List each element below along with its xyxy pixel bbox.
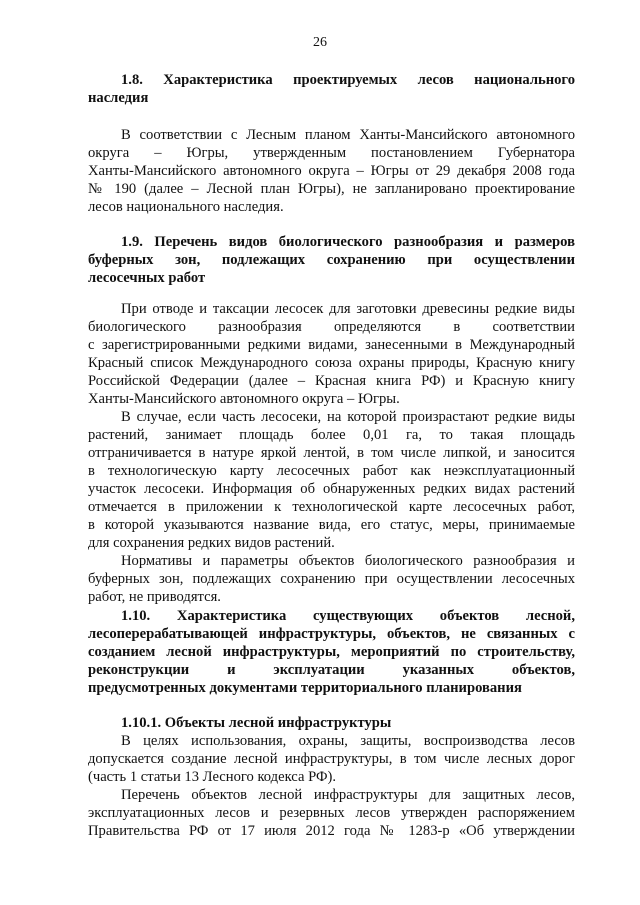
paragraph-line: эксплуатационных лесов и резервных лесов утвержден распоряжением bbox=[88, 805, 575, 821]
heading-line: созданием лесной инфраструктуры, мероприятий по строительству, bbox=[88, 644, 575, 660]
paragraph-line: округа – Югры, утвержденным постановлением Губернатора bbox=[88, 145, 575, 161]
paragraph-line: растений, занимает площадь более 0,01 га, то такая площадь bbox=[88, 427, 575, 443]
paragraph-line: Перечень объектов лесной инфраструктуры для защитных лесов, bbox=[121, 787, 575, 803]
subsection-heading: 1.10.1. Объекты лесной инфраструктуры bbox=[121, 715, 392, 731]
paragraph-line: для сохранения редких видов растений. bbox=[88, 535, 335, 551]
paragraph-line: При отводе и таксации лесосек для заготовки древесины редкие виды bbox=[121, 301, 575, 317]
section-1-10-1-paragraph-2 bbox=[88, 786, 575, 840]
section-1-10-1 bbox=[88, 714, 575, 732]
section-1-10 bbox=[88, 607, 575, 697]
section-heading bbox=[88, 233, 575, 287]
paragraph-line: В целях использования, охраны, защиты, воспроизводства лесов bbox=[121, 733, 575, 749]
paragraph-line: в которой указываются название вида, его статус, меры, принимаемые bbox=[88, 517, 575, 533]
section-1-9-paragraph-2 bbox=[88, 408, 575, 552]
paragraph-line: № 190 (далее – Лесной план Югры), не запланировано проектирование bbox=[88, 181, 575, 197]
paragraph-line: Красный список Международного союза охраны природы, Красную книгу bbox=[88, 355, 575, 371]
heading-line: предусмотренных документами территориального планирования bbox=[88, 680, 522, 696]
heading-line: реконструкции и эксплуатации указанных объектов, bbox=[88, 662, 575, 678]
heading-line: 1.10. Характеристика существующих объектов лесной, bbox=[121, 608, 575, 624]
paragraph-line: В соответствии с Лесным планом Ханты-Мансийского автономного bbox=[121, 127, 575, 143]
section-1-9-paragraph-1 bbox=[88, 300, 575, 408]
page-number: 26 bbox=[313, 35, 327, 50]
paragraph-line: (часть 1 статьи 13 Лесного кодекса РФ). bbox=[88, 769, 336, 785]
paragraph-line: Российской Федерации (далее – Красная книга РФ) и Красную книгу bbox=[88, 373, 575, 389]
heading-line: 1.8. Характеристика проектируемых лесов национального bbox=[121, 72, 575, 88]
paragraph-line: буферных зон, подлежащих сохранению при осуществлении лесосечных bbox=[88, 571, 575, 587]
paragraph-line: участок лесосеки. Информация об обнаруженных редких видах растений bbox=[88, 481, 575, 497]
paragraph-line: Ханты-Мансийского автономного округа – Югры от 29 декабря 2008 года bbox=[88, 163, 575, 179]
heading-line: лесоперерабатывающей инфраструктуры, объектов, не связанных с bbox=[88, 626, 575, 642]
paragraph-line: с зарегистрированными редкими видами, занесенными в Международный bbox=[88, 337, 575, 353]
paragraph-line: Ханты-Мансийского автономного округа – Югры. bbox=[88, 391, 400, 407]
section-1-8 bbox=[88, 71, 575, 107]
paragraph-line: отграничивается в натуре яркой лентой, в том числе липкой, и заносится bbox=[88, 445, 575, 461]
heading-line: наследия bbox=[88, 90, 149, 106]
paragraph-line: отмечается в приложении к технологической карте лесосечных работ, bbox=[88, 499, 575, 515]
heading-line: буферных зон, подлежащих сохранению при осуществлении bbox=[88, 252, 575, 268]
section-1-9 bbox=[88, 233, 575, 287]
paragraph-line: работ, не приводятся. bbox=[88, 589, 221, 605]
section-heading bbox=[88, 71, 575, 107]
section-1-9-paragraph-3 bbox=[88, 552, 575, 606]
heading-line: лесосечных работ bbox=[88, 270, 206, 286]
section-heading bbox=[88, 607, 575, 697]
section-1-8-paragraph bbox=[88, 126, 575, 216]
section-1-10-1-paragraph-1 bbox=[88, 732, 575, 786]
paragraph-line: биологического разнообразия определяются в соответствии bbox=[88, 319, 575, 335]
paragraph-line: Нормативы и параметры объектов биологического разнообразия и bbox=[121, 553, 575, 569]
paragraph-line: В случае, если часть лесосеки, на которой произрастают редкие виды bbox=[121, 409, 575, 425]
paragraph-line: в технологическую карту лесосечных работ как неэксплуатационный bbox=[88, 463, 575, 479]
paragraph-line: лесов национального наследия. bbox=[88, 199, 284, 215]
paragraph-line: Правительства РФ от 17 июля 2012 года № 1283-р «Об утверждении bbox=[88, 823, 575, 839]
heading-line: 1.9. Перечень видов биологического разнообразия и размеров bbox=[121, 234, 575, 250]
paragraph-line: допускается создание лесной инфраструктуры, в том числе лесных дорог bbox=[88, 751, 575, 767]
